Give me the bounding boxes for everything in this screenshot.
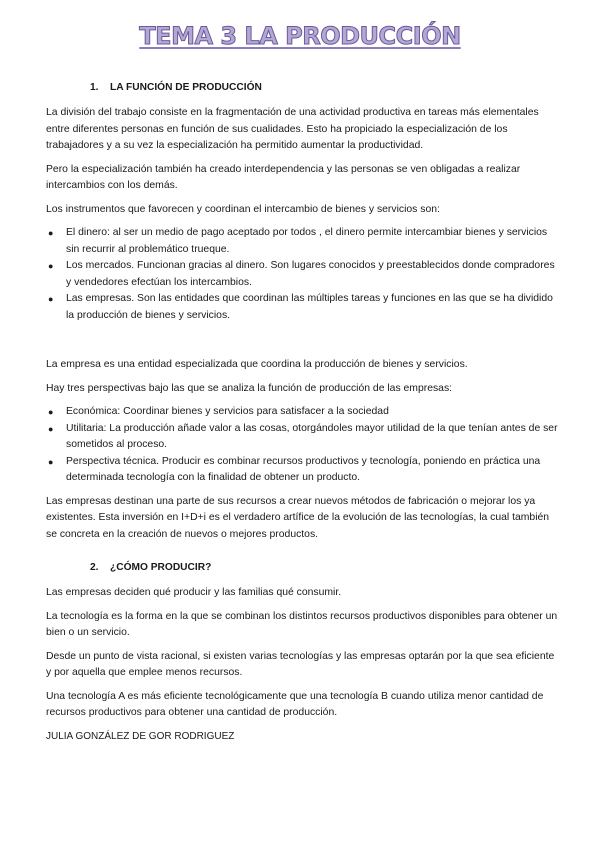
bullet-icon: ● bbox=[48, 228, 54, 238]
list-item: ● Económica: Coordinar bienes y servicios para satisfacer a la sociedad bbox=[46, 404, 558, 421]
bullet-icon: ● bbox=[48, 407, 54, 417]
list-item: ● Los mercados. Funcionan gracias al dinero. Son lugares conocidos y preestablecidos donde compradores y vendedores efectúan los intercambios. bbox=[48, 260, 555, 288]
paragraph-tecnologia: La tecnología es la forma en la que se combinan los distintos recursos productivos disponibles para obtener un bien o un servicio. bbox=[46, 610, 558, 638]
page-title: TEMA 3 LA PRODUCCIÓN bbox=[139, 22, 461, 50]
paragraph-perspectivas: Hay tres perspectivas bajo las que se analiza la función de producción de las empresas: bbox=[46, 382, 453, 394]
bullet-icon: ● bbox=[48, 423, 54, 434]
list-item: ● Perspectiva técnica. Producir es combinar recursos productivos y tecnología, poniendo en práctica una determinada tecnología con la finalidad de obtener un producto. bbox=[48, 455, 541, 483]
section-2-title: ¿CÓMO PRODUCIR? bbox=[110, 562, 212, 573]
paragraph-instrumentos: Los instrumentos que favorecen y coordinan el intercambio de bienes y servicios son: bbox=[46, 203, 440, 215]
author-name: JULIA GONZÁLEZ DE GOR RODRIGUEZ bbox=[46, 730, 235, 742]
paragraph-idi: Las empresas destinan una parte de sus recursos a crear nuevos métodos de fabricación o mejorar los ya existentes. Esta inversión en I+D+i es el verdadero artífice de la evolución de las tecnologías, la cual también se concreta en la creación de nuevos o mejores productos. bbox=[46, 495, 550, 540]
list-item: ● Utilitaria: La producción añade valor a las cosas, otorgándoles mayor utilidad de la que tenían antes de ser sometidos al proceso. bbox=[48, 422, 558, 450]
paragraph-interdependencia: Pero la especialización también ha creado interdependencia y las personas se ven obligadas a realizar intercambios con los demás. bbox=[46, 163, 521, 191]
section-1-title: LA FUNCIÓN DE PRODUCCIÓN bbox=[110, 82, 262, 93]
perspectivas-list bbox=[46, 404, 558, 487]
list-item: ● Las empresas. Son las entidades que coordinan las múltiples tareas y funciones en las que se ha dividido la producción de bienes y servicios. bbox=[48, 293, 553, 321]
section-1-heading bbox=[90, 80, 558, 96]
bullet-icon: ● bbox=[48, 261, 54, 271]
document-body bbox=[46, 80, 558, 745]
blank-space bbox=[46, 550, 558, 560]
paragraph-empresa-definicion: La empresa es una entidad especializada que coordina la producción de bienes y servicios. bbox=[46, 359, 468, 370]
paragraph-decidir: Las empresas deciden qué producir y las familias qué consumir. bbox=[46, 587, 342, 598]
bullet-icon: ● bbox=[48, 456, 54, 467]
paragraph-eficiencia: Una tecnología A es más eficiente tecnológicamente que una tecnología B cuando utiliza menor cantidad de recursos productivos para obtener una cantidad de producción. bbox=[46, 690, 544, 718]
paragraph-division-trabajo: La división del trabajo consiste en la fragmentación de una actividad productiva en tareas más elementales entre diferentes personas en función de sus cualidades. Esto ha propiciado la especialización de los trabajadores y a su vez la especialización ha permitido aumentar la productividad. bbox=[46, 107, 539, 151]
blank-space bbox=[46, 331, 558, 357]
section-2-heading bbox=[90, 560, 558, 576]
section-1-number: 1. bbox=[90, 82, 99, 93]
section-2-number: 2. bbox=[90, 562, 99, 573]
list-item: ● El dinero: al ser un medio de pago aceptado por todos , el dinero permite intercambiar bienes y servicios sin recurrir al problemático trueque. bbox=[48, 227, 548, 255]
paragraph-racional: Desde un punto de vista racional, si existen varias tecnologías y las empresas optarán por la que sea eficiente y por aquella que emplee menos recursos. bbox=[46, 650, 555, 678]
instrumentos-list bbox=[46, 225, 558, 324]
bullet-icon: ● bbox=[48, 294, 54, 304]
